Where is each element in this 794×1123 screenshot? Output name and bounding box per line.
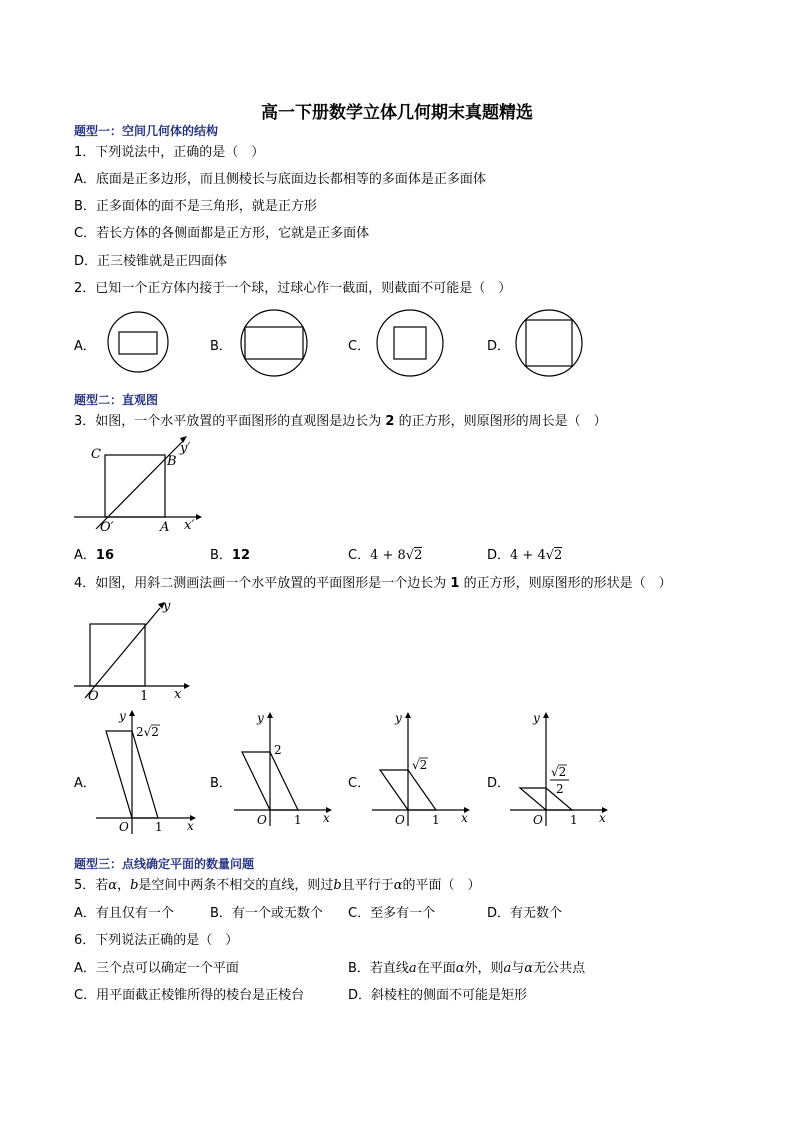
q4-stem xyxy=(74,572,672,591)
q6-var-a: a xyxy=(408,961,417,976)
q4-option-b-label: B． xyxy=(210,776,232,791)
q3-option-b-value: 12 xyxy=(231,548,251,563)
q1-stem: 1．下列说法中，正确的是（ ） xyxy=(74,145,265,160)
x-axis-arrow xyxy=(184,683,190,689)
q5-stem-end: 的平面（ ） xyxy=(402,878,481,893)
q5-option-a: A．有且仅有一个 xyxy=(74,906,174,921)
q5-stem xyxy=(74,874,481,893)
q6-option-c: C．用平面截正棱锥所得的棱台是正棱台 xyxy=(74,988,305,1003)
q3-stem xyxy=(74,410,607,429)
label-y: y xyxy=(533,711,540,725)
sphere-section-circle xyxy=(377,310,443,376)
label-2sqrt2: 2√2 xyxy=(136,725,159,739)
label-y: y xyxy=(395,711,402,725)
q2-stem: 2．已知一个正方体内接于一个球，过球心作一截面，则截面不可能是（ ） xyxy=(74,281,512,296)
q5-option-b: B．有一个或无数个 xyxy=(210,906,323,921)
sphere-section-circle xyxy=(241,310,307,376)
label-O: O xyxy=(119,820,129,834)
q2-option-c-figure xyxy=(375,308,445,378)
x-axis-arrow xyxy=(196,514,202,520)
q6-option-b-end: 无公共点 xyxy=(533,961,586,976)
label-y: y′ xyxy=(180,441,191,456)
q1-option-c: C．若长方体的各侧面都是正方形，它就是正多面体 xyxy=(74,226,370,241)
q3-option-d xyxy=(487,544,562,563)
square xyxy=(90,624,145,686)
q2-option-d-figure xyxy=(514,308,584,378)
q3-stem-number: 2 xyxy=(385,414,395,429)
q3-option-a xyxy=(74,544,114,563)
q4-option-d-figure xyxy=(506,706,616,836)
label-x: x xyxy=(461,811,468,825)
q5-stem-mid-2: 且平行于 xyxy=(341,878,394,893)
q3-option-b-label: B． xyxy=(210,548,232,563)
y-axis xyxy=(85,608,160,698)
q6-stem: 6．下列说法正确的是（ ） xyxy=(74,933,239,948)
q3-option-d-label: D． xyxy=(487,548,511,563)
q6-option-b-mid-2: 外，则 xyxy=(464,961,504,976)
q2-option-a-label: A． xyxy=(74,339,96,354)
sqrt-symbol: √ xyxy=(405,548,415,563)
q3-option-b xyxy=(210,544,250,563)
q4-stem-number: 1 xyxy=(450,576,460,591)
q6-option-a: A．三个点可以确定一个平面 xyxy=(74,961,239,976)
q6-option-b-text: B．若直线 xyxy=(348,961,409,976)
square xyxy=(105,455,165,517)
q3-option-c-label: C． xyxy=(348,548,371,563)
label-C: C xyxy=(91,447,101,462)
q6-var-alpha: α xyxy=(455,961,465,976)
q5-alpha: α xyxy=(108,878,118,893)
q5-comma: ， xyxy=(117,878,131,893)
q2-option-b-label: B． xyxy=(210,339,232,354)
q2-option-d-label: D． xyxy=(487,339,511,354)
q2-option-c-label: C． xyxy=(348,339,371,354)
q6-option-b-mid-3: 与 xyxy=(511,961,525,976)
q3-option-d-radicand: 2 xyxy=(554,548,563,563)
q3-stem-text-end: 的正方形，则原图形的周长是（ ） xyxy=(394,414,607,429)
q3-figure xyxy=(70,432,210,537)
label-x: x xyxy=(323,811,330,825)
label-x: x′ xyxy=(184,518,195,533)
q3-option-c-radicand: 2 xyxy=(414,548,423,563)
label-denominator: 2 xyxy=(556,782,564,796)
inscribed-rectangle xyxy=(119,332,157,354)
q4-option-d-label: D． xyxy=(487,776,511,791)
label-1: 1 xyxy=(294,813,302,827)
label-sqrt2: √2 xyxy=(412,758,428,772)
label-O: O xyxy=(533,813,543,827)
label-O: O xyxy=(88,689,99,704)
q1-option-a: A．底面是正多边形，而且侧棱长与底面边长都相等的多面体是正多面体 xyxy=(74,172,486,187)
y-axis-arrow xyxy=(405,712,411,718)
q1-option-d: D．正三棱锥就是正四面体 xyxy=(74,254,228,269)
q3-option-d-value: 4 + 4 xyxy=(510,548,546,563)
q4-figure xyxy=(70,594,200,706)
q2-option-a-figure xyxy=(106,310,170,374)
label-A: A xyxy=(160,520,170,535)
label-2: 2 xyxy=(274,743,282,757)
label-1: 1 xyxy=(570,813,578,827)
inscribed-square xyxy=(526,320,572,366)
inner-square xyxy=(394,327,426,359)
label-1: 1 xyxy=(155,820,163,834)
label-y: y xyxy=(119,709,126,723)
q5-alpha-2: α xyxy=(393,878,403,893)
page-title: 高一下册数学立体几何期末真题精选 xyxy=(261,103,533,123)
label-1: 1 xyxy=(432,813,440,827)
q3-stem-text: 3．如图，一个水平放置的平面图形的直观图是边长为 xyxy=(74,414,386,429)
section-heading-3: 题型三：点线确定平面的数量问题 xyxy=(74,857,255,871)
q3-option-a-value: 16 xyxy=(95,548,114,563)
q4-stem-text-end: 的正方形，则原图形的形状是（ ） xyxy=(459,576,672,591)
label-x: x xyxy=(187,819,194,833)
label-1: 1 xyxy=(140,689,149,704)
q6-var-a-2: a xyxy=(503,961,512,976)
y-axis-arrow xyxy=(267,712,273,718)
label-O: O xyxy=(395,813,405,827)
q5-b: b xyxy=(130,878,139,893)
sqrt-symbol: √ xyxy=(545,548,555,563)
q4-option-c-figure xyxy=(368,706,478,836)
q4-option-b-figure xyxy=(230,706,340,836)
q5-option-c: C．至多有一个 xyxy=(348,906,436,921)
inscribed-rectangle xyxy=(245,327,303,359)
q3-option-a-label: A． xyxy=(74,548,96,563)
q6-option-d: D．斜棱柱的侧面不可能是矩形 xyxy=(348,988,528,1003)
label-O: O′ xyxy=(100,520,114,535)
q3-option-c-value: 4 + 8 xyxy=(370,548,406,563)
q2-option-b-figure xyxy=(239,308,309,378)
q4-option-a-label: A． xyxy=(74,776,96,791)
section-heading-1: 题型一：空间几何体的结构 xyxy=(74,124,219,138)
label-sqrt2-numerator: √2 xyxy=(551,765,567,779)
section-heading-2: 题型二：直观图 xyxy=(74,393,159,407)
q5-option-d: D．有无数个 xyxy=(487,906,563,921)
q4-option-c-label: C． xyxy=(348,776,371,791)
q6-var-alpha-2: α xyxy=(524,961,534,976)
label-y: y xyxy=(257,711,264,725)
q5-stem-text: 5．若 xyxy=(74,878,109,893)
y-axis-arrow xyxy=(543,712,549,718)
q1-option-b: B．正多面体的面不是三角形，就是正方形 xyxy=(74,199,317,214)
q4-option-a-figure xyxy=(92,706,202,836)
label-B: B xyxy=(167,454,177,469)
q4-stem-text: 4．如图，用斜二测画法画一个水平放置的平面图形是一个边长为 xyxy=(74,576,451,591)
q5-stem-mid: 是空间中两条不相交的直线，则过 xyxy=(138,878,334,893)
q3-option-c xyxy=(348,544,422,563)
q6-option-b xyxy=(348,957,585,976)
label-x: x xyxy=(599,811,606,825)
q5-b-2: b xyxy=(333,878,342,893)
q6-option-b-mid: 在平面 xyxy=(416,961,456,976)
y-axis-arrow xyxy=(129,710,135,716)
label-O: O xyxy=(257,813,267,827)
label-y: y xyxy=(163,599,171,614)
label-x: x xyxy=(174,687,182,702)
sphere-section-circle xyxy=(108,312,168,372)
